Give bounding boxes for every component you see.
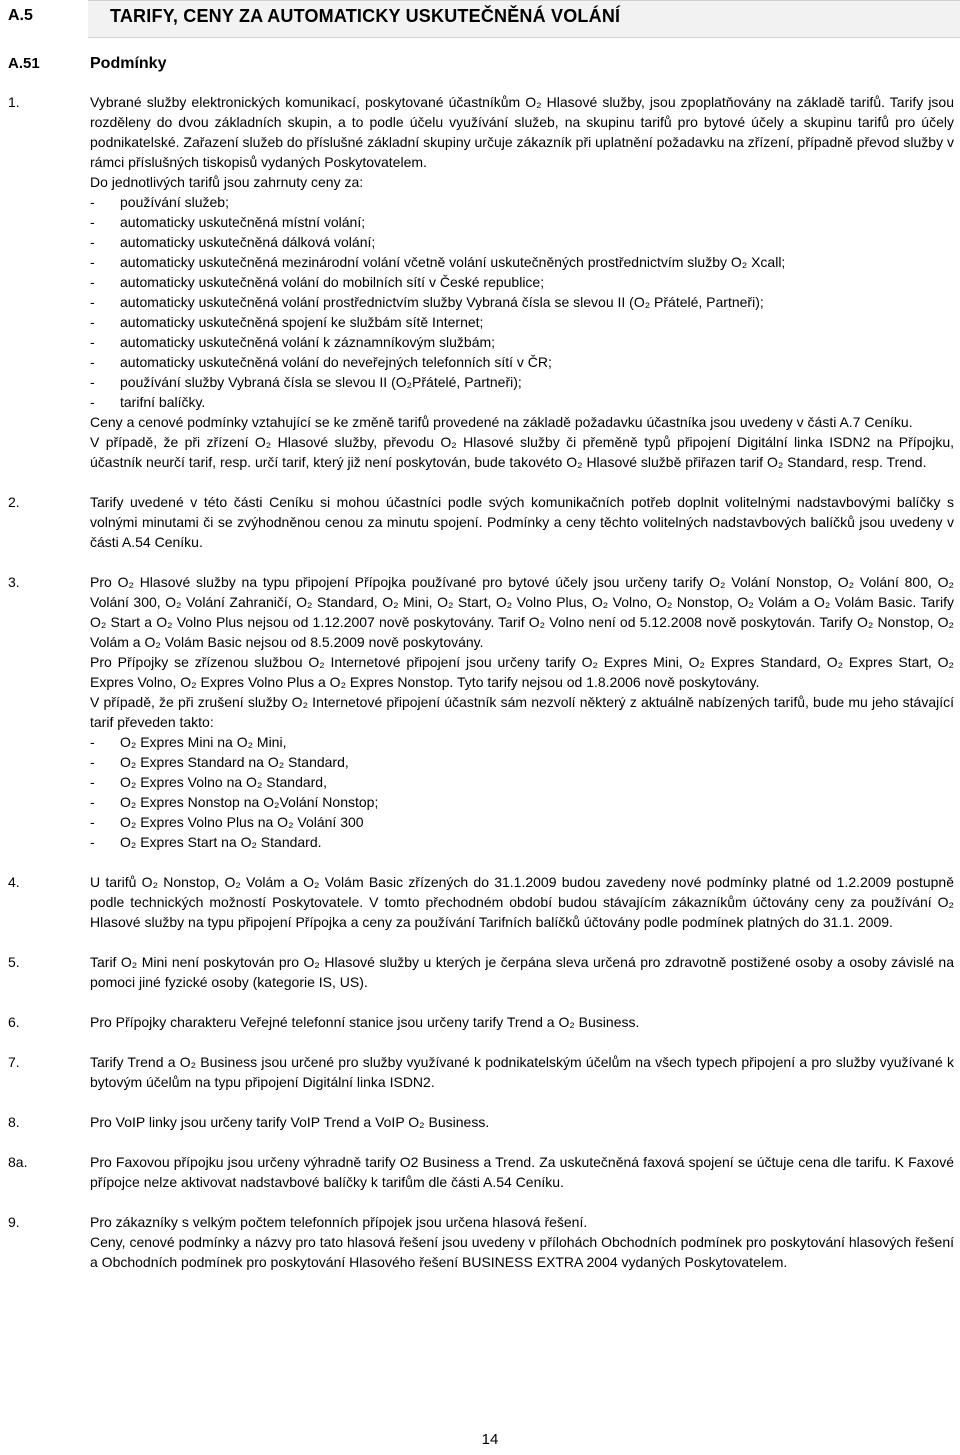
list-item: - automaticky uskutečněná mezinárodní volání včetně volání uskutečněných prostřednictvím služby O₂ Xcall; (90, 252, 954, 272)
condition-item-8 (0, 1112, 960, 1132)
tariff-conversion-list (90, 732, 954, 852)
paragraph: Tarify uvedené v této části Ceníku si mohou účastníci podle svých komunikačních potřeb doplnit volitelnými nadstavbovými balíčky s volnými minutami či se zvýhodněnou cenou za minutu spojení. Podmínky a ceny těchto volitelných nadstavbových balíčků jsou uvedeny v části A.54 Ceníku. (90, 494, 954, 550)
item-number: 5. (8, 954, 20, 970)
paragraph: V případě, že při zřízení O₂ Hlasové služby, převodu O₂ Hlasové služby či přeměně typů připojení Digitální linka ISDN2 na Přípojku, účastník neurčí tarif, resp. určí tarif, který již není poskytován, bude takovéto O₂ Hlasové službě přiřazen tarif O₂ Standard, resp. Trend. (90, 434, 954, 470)
section-title: TARIFY, CENY ZA AUTOMATICKY USKUTEČNĚNÁ VOLÁNÍ (110, 6, 621, 26)
list-item: - O₂ Expres Volno Plus na O₂ Volání 300 (90, 812, 954, 832)
section-number: A.5 (8, 7, 33, 24)
list-item: - automaticky uskutečněná volání do mobilních sítí v České republice; (90, 272, 954, 292)
condition-item-1 (0, 92, 960, 472)
paragraph: Vybrané služby elektronických komunikací, poskytované účastníkům O₂ Hlasové služby, jsou zpoplatňovány na základě tarifů. Tarify jsou rozděleny do dvou základních skupin, a to podle účelu využívání služeb, na skupinu tarifů pro bytové účely a skupinu tarifů pro účely podnikatelské. Zařazení služeb do příslušné základní skupiny určuje zákazník při uplatnění požadavku na zřízení, případně převod služby v rámci příslušných tiskopisů vydaných Poskytovatelem. (90, 94, 954, 170)
list-item: - používání služeb; (90, 192, 954, 212)
condition-item-2 (0, 492, 960, 552)
list-item: - automaticky uskutečněná volání do neveřejných telefonních sítí v ČR; (90, 352, 954, 372)
condition-item-3 (0, 572, 960, 852)
item-number: 2. (8, 494, 20, 510)
list-item: - tarifní balíčky. (90, 392, 954, 412)
list-item: - O₂ Expres Start na O₂ Standard. (90, 832, 954, 852)
list-item: - O₂ Expres Nonstop na O₂Volání Nonstop; (90, 792, 954, 812)
list-item: - automaticky uskutečněná místní volání; (90, 212, 954, 232)
list-item: - O₂ Expres Mini na O₂ Mini, (90, 732, 954, 752)
paragraph: Pro Přípojky se zřízenou službou O₂ Internetové připojení jsou určeny tarify O₂ Expres Mini, O₂ Expres Standard, O₂ Expres Start, O₂ Expres Volno, O₂ Expres Volno Plus a O₂ Expres Nonstop. Tyto tarify nejsou od 1.8.2006 nově poskytovány. (90, 654, 954, 690)
list-item: - O₂ Expres Volno na O₂ Standard, (90, 772, 954, 792)
list-item: - automaticky uskutečněná dálková volání; (90, 232, 954, 252)
condition-item-8a (0, 1152, 960, 1192)
list-item: - automaticky uskutečněná spojení ke službám sítě Internet; (90, 312, 954, 332)
paragraph: Tarif O₂ Mini není poskytován pro O₂ Hlasové služby u kterých je čerpána sleva určená pro zdravotně postižené osoby a osoby závislé na pomoci jiné fyzické osoby (kategorie IS, US). (90, 954, 954, 990)
condition-item-9 (0, 1212, 960, 1272)
subsection-title: Podmínky (90, 55, 167, 72)
price-inclusion-list (90, 192, 954, 412)
item-number: 8. (8, 1114, 20, 1130)
paragraph: Pro Faxovou přípojku jsou určeny výhradně tarify O2 Business a Trend. Za uskutečněná faxová spojení se účtuje cena dle tarifu. K Faxové přípojce nelze aktivovat nadstavbové balíčky k tarifům dle části A.54 Ceníku. (90, 1154, 954, 1190)
condition-item-7 (0, 1052, 960, 1092)
subsection-number: A.51 (8, 55, 40, 72)
item-number: 8a. (8, 1154, 28, 1170)
document-header (0, 0, 960, 72)
condition-item-4 (0, 872, 960, 932)
item-number: 3. (8, 574, 20, 590)
list-item: - automaticky uskutečněná volání k záznamníkovým službám; (90, 332, 954, 352)
conditions-list (0, 92, 960, 1272)
paragraph: Ceny, cenové podmínky a názvy pro tato hlasová řešení jsou uvedeny v přílohách Obchodních podmínek pro poskytování hlasových řešení a Obchodních podmínek pro poskytování Hlasového řešení BUSINESS EXTRA 2004 vydaných Poskytovatelem. (90, 1234, 954, 1270)
paragraph: V případě, že při zrušení služby O₂ Internetové připojení účastník sám nezvolí některý z aktuálně nabízených tarifů, bude mu jeho stávající tarif převeden takto: (90, 694, 954, 730)
paragraph: Pro Přípojky charakteru Veřejné telefonní stanice jsou určeny tarify Trend a O₂ Business. (90, 1014, 640, 1030)
paragraph: U tarifů O₂ Nonstop, O₂ Volám a O₂ Volám Basic zřízených do 31.1.2009 budou zavedeny nové podmínky platné od 1.2.2009 postupně podle technických možností Poskytovatele. V tomto přechodném období budou stávajícím zákazníkům účtovány ceny za používání O₂ Hlasové služby na typu připojení Přípojka a ceny za používání Tarifních balíčků účtovány podle podmínek platných do 31.1. 2009. (90, 874, 954, 930)
item-number: 6. (8, 1014, 20, 1030)
item-number: 7. (8, 1054, 20, 1070)
item-number: 1. (8, 94, 20, 110)
item-number: 4. (8, 874, 20, 890)
paragraph: Tarify Trend a O₂ Business jsou určené pro služby využívané k podnikatelským účelům na všech typech připojení a pro služby využívané k bytovým účelům na typu připojení Digitální linka ISDN2. (90, 1054, 954, 1090)
list-item: - používání služby Vybraná čísla se slevou II (O₂Přátelé, Partneři); (90, 372, 954, 392)
paragraph: Pro O₂ Hlasové služby na typu připojení Přípojka používané pro bytové účely jsou určeny tarify O₂ Volání Nonstop, O₂ Volání 800, O₂ Volání 300, O₂ Volání Zahraničí, O₂ Standard, O₂ Mini, O₂ Start, O₂ Volno Plus, O₂ Volno, O₂ Nonstop, O₂ Volám a O₂ Volám Basic. Tarify O₂ Start a O₂ Volno Plus nejsou od 1.12.2007 nově poskytovány. Tarif O₂ Volno není od 5.12.2008 nově poskytován. Tarify O₂ Nonstop, O₂ Volám a O₂ Volám Basic nejsou od 8.5.2009 nově poskytovány. (90, 574, 954, 650)
paragraph: Ceny a cenové podmínky vztahující se ke změně tarifů provedené na základě požadavku účastníka jsou uvedeny v části A.7 Ceníku. (90, 414, 913, 430)
condition-item-5 (0, 952, 960, 992)
paragraph: Pro VoIP linky jsou určeny tarify VoIP Trend a VoIP O₂ Business. (90, 1114, 490, 1130)
condition-item-6 (0, 1012, 960, 1032)
paragraph: Pro zákazníky s velkým počtem telefonních přípojek jsou určena hlasová řešení. (90, 1214, 588, 1230)
item-number: 9. (8, 1214, 20, 1230)
page-number: 14 (481, 1431, 499, 1448)
list-item: - O₂ Expres Standard na O₂ Standard, (90, 752, 954, 772)
paragraph: Do jednotlivých tarifů jsou zahrnuty ceny za: (90, 174, 364, 190)
list-item: - automaticky uskutečněná volání prostřednictvím služby Vybraná čísla se slevou II (O₂ Přátelé, Partneři); (90, 292, 954, 312)
